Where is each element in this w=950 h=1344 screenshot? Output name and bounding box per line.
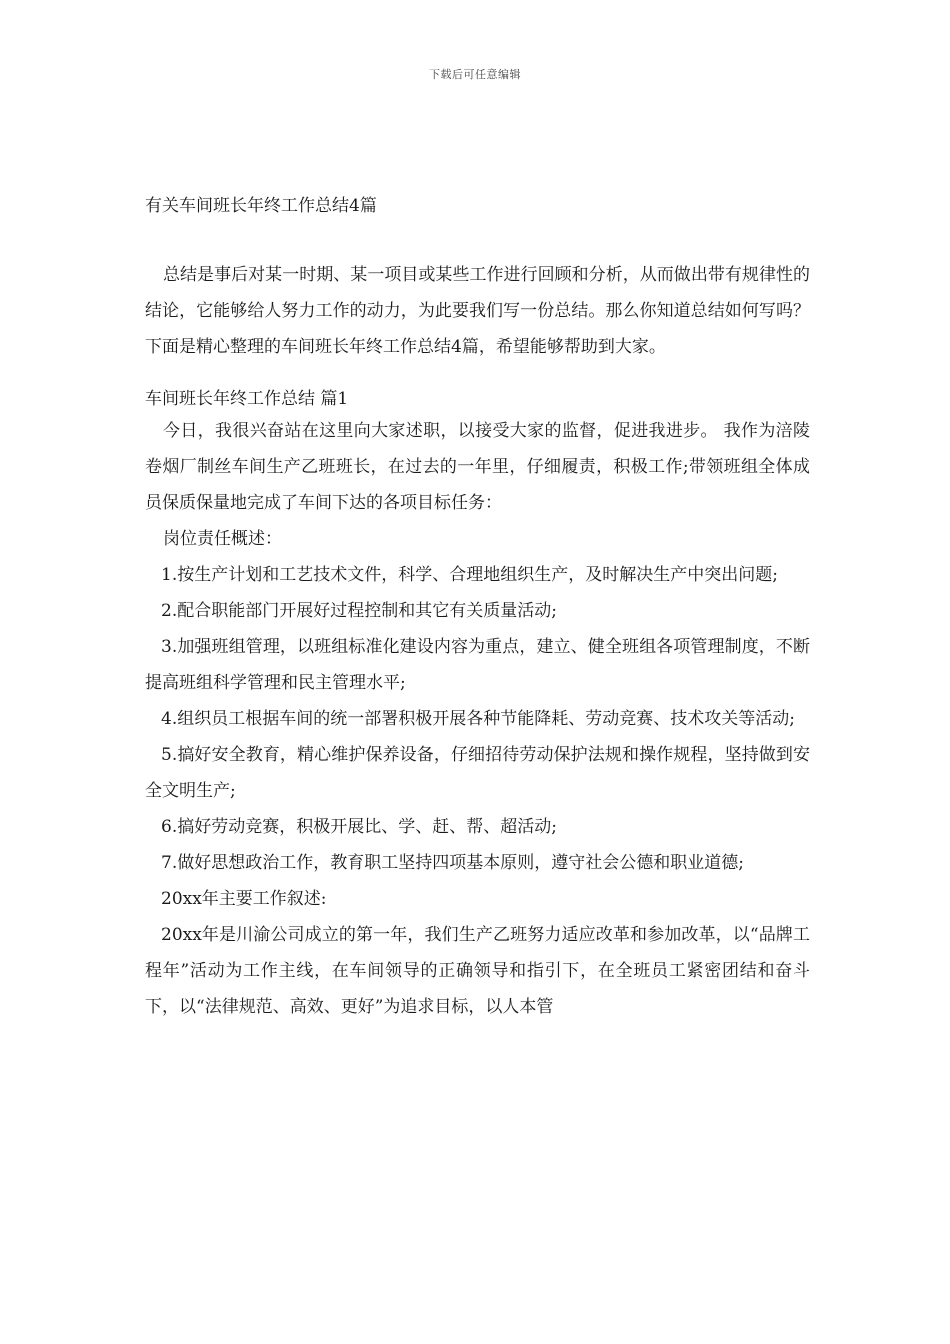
- work-heading: 20xx年主要工作叙述:: [161, 889, 327, 909]
- duty-item-2: 2.配合职能部门开展好过程控制和其它有关质量活动;: [161, 601, 557, 621]
- work-paragraph: 20xx年是川渝公司成立的第一年，我们生产乙班努力适应改革和参加改革，以“品牌工程年”活动为工作主线，在车间领导的正确领导和指引下，在全班员工紧密团结和奋斗下，以“法律规范、高效、更好”为追求目标，以人本管: [145, 925, 810, 1017]
- document-body: [145, 192, 810, 1025]
- section-heading: 车间班长年终工作总结 篇1: [145, 389, 349, 409]
- duty-item-7: 7.做好思想政治工作，教育职工坚持四项基本原则，遵守社会公德和职业道德;: [161, 853, 744, 873]
- page-header-note: 下载后可任意编辑: [429, 68, 521, 81]
- opening-paragraph: 今日，我很兴奋站在这里向大家述职，以接受大家的监督，促进我进步。 我作为涪陵卷烟厂制丝车间生产乙班班长，在过去的一年里，仔细履责，积极工作;带领班组全体成员保质保量地完成了车间下达的各项目标任务：: [145, 421, 810, 513]
- intro-paragraph: 总结是事后对某一时期、某一项目或某些工作进行回顾和分析，从而做出带有规律性的结论，它能够给人努力工作的动力，为此要我们写一份总结。那么你知道总结如何写吗？下面是精心整理的车间班长年终工作总结4篇，希望能够帮助到大家。: [145, 265, 810, 357]
- duty-item-3: 3.加强班组管理，以班组标准化建设内容为重点，建立、健全班组各项管理制度，不断提高班组科学管理和民主管理水平;: [145, 637, 810, 693]
- duty-item-1: 1.按生产计划和工艺技术文件，科学、合理地组织生产，及时解决生产中突出问题;: [161, 565, 778, 585]
- document-title: 有关车间班长年终工作总结4篇: [145, 196, 377, 216]
- duty-item-5: 5.搞好安全教育，精心维护保养设备，仔细招待劳动保护法规和操作规程，坚持做到安全文明生产;: [145, 745, 810, 801]
- duty-item-6: 6.搞好劳动竞赛，积极开展比、学、赶、帮、超活动;: [161, 817, 557, 837]
- duty-item-4: 4.组织员工根据车间的统一部署积极开展各种节能降耗、劳动竞赛、技术攻关等活动;: [161, 709, 795, 729]
- duties-heading: 岗位责任概述：: [163, 529, 282, 549]
